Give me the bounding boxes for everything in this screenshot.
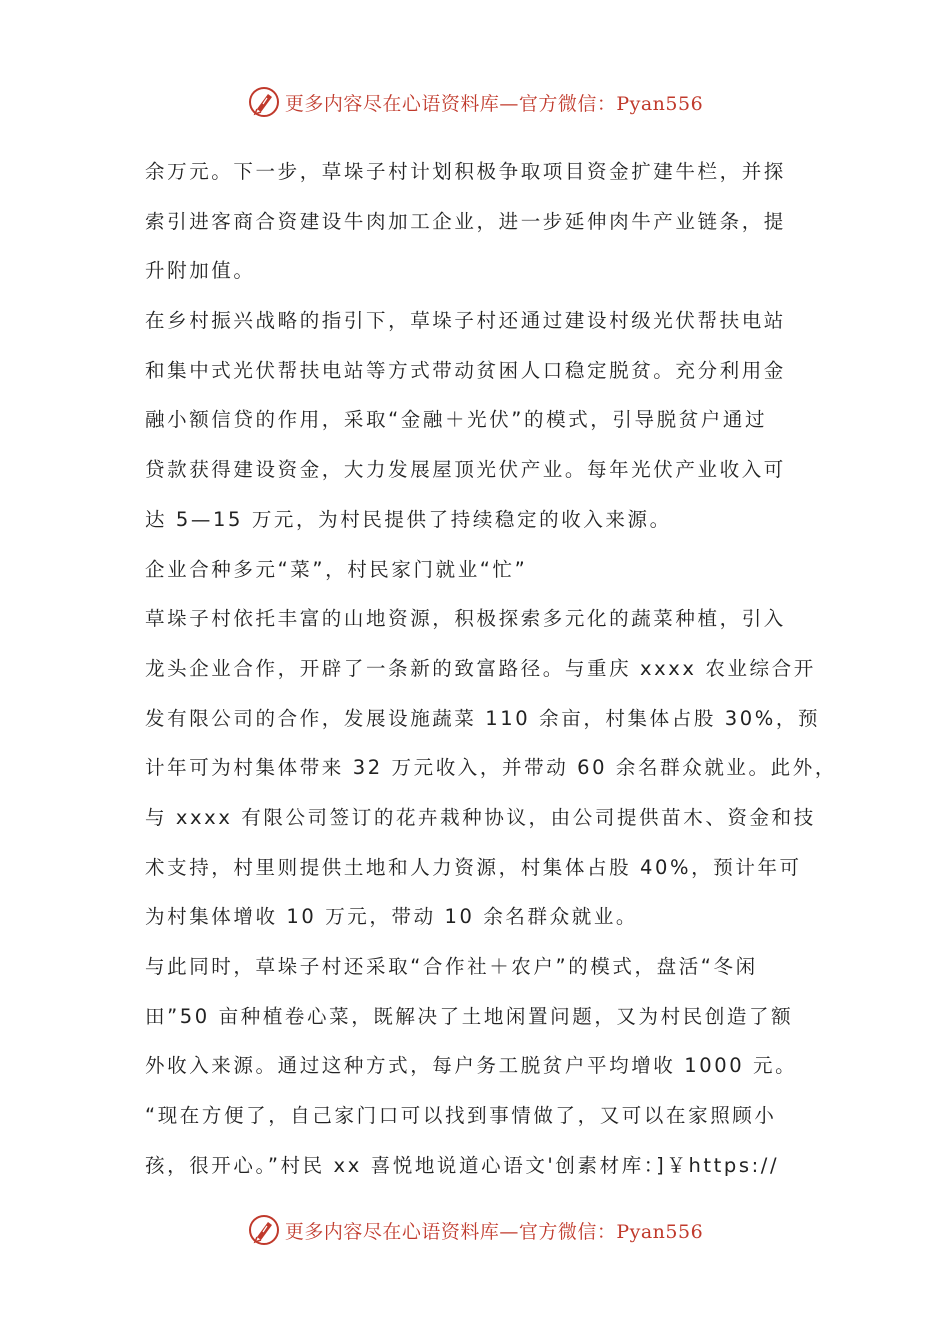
text-line: 田”50 亩种植卷心菜，既解决了土地闲置问题，又为村民创造了额 xyxy=(145,1004,794,1028)
watermark-text: 更多内容尽在心语资料库—官方微信：Pyan556 xyxy=(284,92,704,115)
watermark-text: 更多内容尽在心语资料库—官方微信：Pyan556 xyxy=(284,1220,704,1243)
text-line: 与 xxxx 有限公司签订的花卉栽种协议，由公司提供苗木、资金和技 xyxy=(145,805,816,829)
text-line: 外收入来源。通过这种方式，每户务工脱贫户平均增收 1000 元。 xyxy=(145,1054,798,1078)
pen-nib-logo-icon xyxy=(247,1213,281,1247)
text-line: 达 5—15 万元，为村民提供了持续稳定的收入来源。 xyxy=(145,507,672,531)
text-line: 龙头企业合作，开辟了一条新的致富路径。与重庆 xxxx 农业综合开 xyxy=(145,656,816,680)
text-line: 草垛子村依托丰富的山地资源，积极探索多元化的蔬菜种植，引入 xyxy=(145,607,786,631)
text-line: 索引进客商合资建设牛肉加工企业，进一步延伸肉牛产业链条，提 xyxy=(145,209,786,233)
text-line: 术支持，村里则提供土地和人力资源，村集体占股 40%，预计年可 xyxy=(145,855,802,879)
text-line: 与此同时，草垛子村还采取“合作社＋农户”的模式，盘活“冬闲 xyxy=(145,955,758,978)
text-line: 为村集体增收 10 万元，带动 10 余名群众就业。 xyxy=(145,905,639,929)
text-line: 贷款获得建设资金，大力发展屋顶光伏产业。每年光伏产业收入可 xyxy=(145,458,786,482)
text-line: 计年可为村集体带来 32 万元收入，并带动 60 余名群众就业。此外， xyxy=(145,756,837,780)
text-line: 在乡村振兴战略的指引下，草垛子村还通过建设村级光伏帮扶电站 xyxy=(145,309,786,333)
text-line: 升附加值。 xyxy=(145,259,256,283)
text-line: 发有限公司的合作，发展设施蔬菜 110 余亩，村集体占股 30%，预 xyxy=(145,706,821,730)
pen-nib-logo-icon xyxy=(247,85,281,119)
text-line: 融小额信贷的作用，采取“金融＋光伏”的模式，引导脱贫户通过 xyxy=(145,408,768,432)
text-line: 孩，很开心。”村民 xx 喜悦地说道心语文'创素材库：]￥https:// xyxy=(145,1153,780,1177)
footer-watermark-banner xyxy=(0,1210,950,1250)
header-watermark-banner xyxy=(0,82,950,122)
text-line: 和集中式光伏帮扶电站等方式带动贫困人口稳定脱贫。充分利用金 xyxy=(145,358,786,382)
text-line: “现在方便了，自己家门口可以找到事情做了，又可以在家照顾小 xyxy=(145,1104,777,1128)
section-heading: 企业合种多元“菜”，村民家门就业“忙” xyxy=(145,557,528,581)
text-line: 余万元。下一步，草垛子村计划积极争取项目资金扩建牛栏，并探 xyxy=(145,160,786,183)
article-body xyxy=(145,147,837,1190)
